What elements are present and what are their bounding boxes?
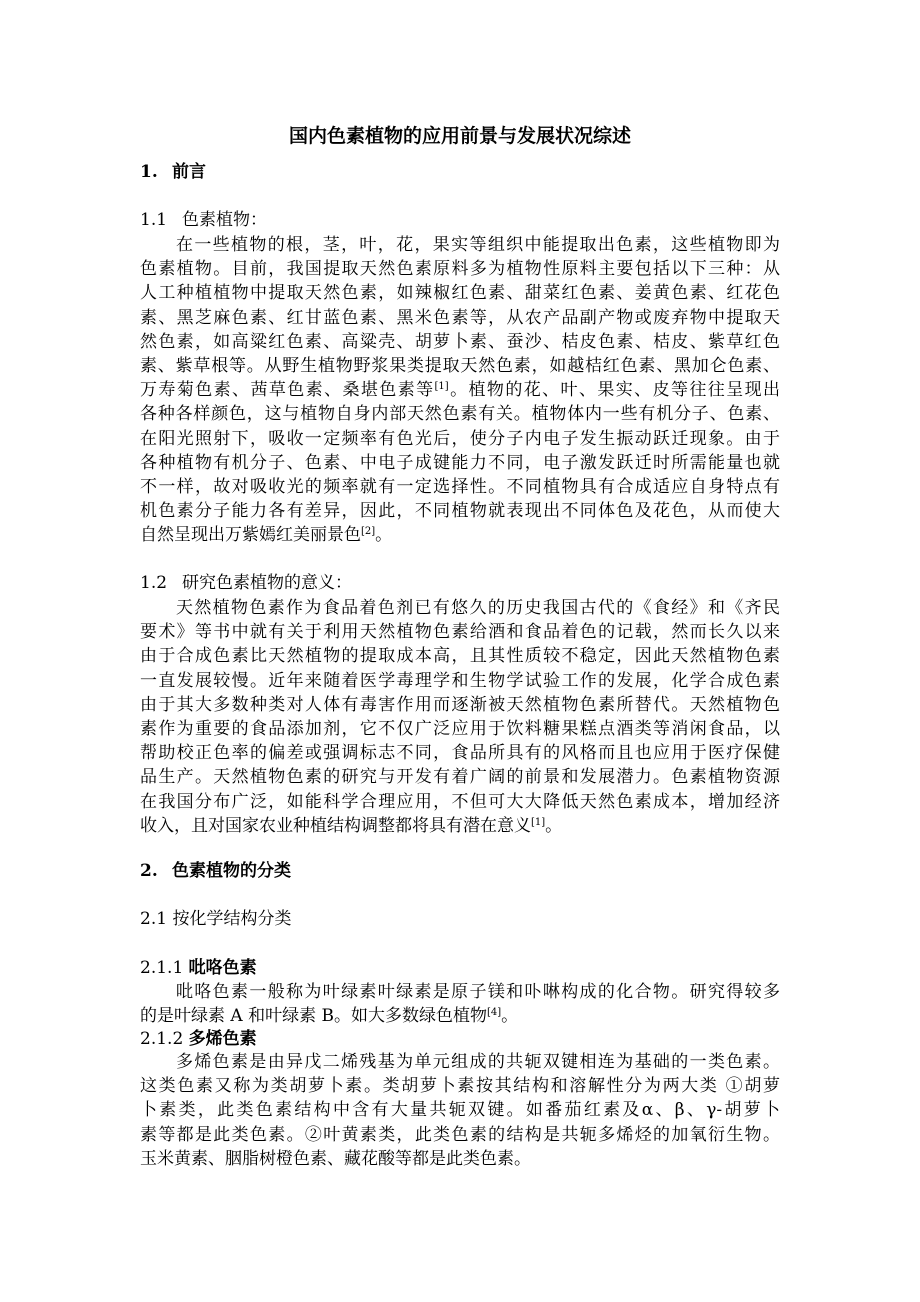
section-number: 1. xyxy=(140,162,158,182)
text-line: 品生产。天然植物色素的研究与开发有着广阔的前景和发展潜力。色素植物资源 xyxy=(140,767,780,788)
text-line: 由于其大多数种类对人体有毒害作用而逐渐被天然植物色素所替代。天然植物色 xyxy=(140,694,780,715)
section-1-2-heading xyxy=(140,570,352,596)
text-segment: 收入，且对国家农业种植结构调整都将具有潜在意义 xyxy=(140,815,531,836)
text-line: 素等都是此类色素。②叶黄素类，此类色素的结构是共轭多烯烃的加氧衍生物。 xyxy=(140,1124,780,1145)
section-number: 1.1 xyxy=(140,210,168,230)
text-line xyxy=(140,1004,780,1028)
text-line: 素、黑芝麻色素、红甘蓝色素、黑米色素等，从农产品副产物或废弃物中提取天 xyxy=(140,307,780,328)
text-line: 机色素分子能力各有差异，因此，不同植物就表现出不同体色及花色，从而使大 xyxy=(140,501,780,522)
text-segment: 的是叶绿素 A 和叶绿素 B。如大多数绿色植物 xyxy=(140,1006,487,1027)
section-number: 1.2 xyxy=(140,573,168,593)
text-line xyxy=(140,523,780,547)
text-line: 这类色素又称为类胡萝卜素。类胡萝卜素按其结构和溶解性分为两大类 ①胡萝 xyxy=(140,1076,780,1097)
text-segment: 。植物的花、叶、果实、皮等往往呈现出 xyxy=(448,380,781,401)
text-line: 要术》等书中就有关于利用天然植物色素给酒和食品着色的记载，然而长久以来 xyxy=(140,622,780,643)
text-line xyxy=(140,378,780,402)
text-segment: 万寿菊色素、茜草色素、桑堪色素等 xyxy=(140,380,435,401)
text-line: 帮助校正色率的偏差或强调标志不同，食品所具有的风格而且也应用于医疗保健 xyxy=(140,743,780,764)
section-title: 按化学结构分类 xyxy=(172,909,292,929)
text-line: 卜素类，此类色素结构中含有大量共轭双键。如番茄红素及α、β、γ-胡萝卜 xyxy=(140,1100,780,1121)
section-title: 吡咯色素 xyxy=(188,958,257,978)
section-title: 多烯色素 xyxy=(188,1029,257,1049)
citation-ref: [1] xyxy=(531,816,546,828)
section-title: 前言 xyxy=(172,162,206,182)
text-line: 一直发展较慢。近年来随着医学毒理学和生物学试验工作的发展，化学合成色素 xyxy=(140,670,780,691)
text-line xyxy=(140,814,780,838)
text-line: 多烯色素是由异戊二烯残基为单元组成的共轭双键相连为基础的一类色素。 xyxy=(176,1052,780,1072)
text-line: 素、紫草根等。从野生植物野浆果类提取天然色素，如越桔红色素、黑加仑色素、 xyxy=(140,355,780,376)
text-segment: 自然呈现出万紫嫣红美丽景色 xyxy=(140,525,361,546)
paragraph-2-1-2 xyxy=(140,1050,780,1171)
text-segment: 。 xyxy=(501,1006,519,1027)
text-segment: 。 xyxy=(545,815,563,836)
paragraph-2-1-1 xyxy=(140,980,780,1028)
citation-ref: [4] xyxy=(486,1007,502,1019)
text-line: 在我国分布广泛，如能科学合理应用，不但可大大降低天然色素成本，增加经济 xyxy=(140,791,780,812)
text-line: 各种植物有机分子、色素、中电子成键能力不同，电子激发跃迁时所需能量也就 xyxy=(140,452,780,473)
section-number: 2.1 xyxy=(140,909,168,929)
paragraph-1-1 xyxy=(140,233,780,547)
text-line: 人工种植植物中提取天然色素，如辣椒红色素、甜菜红色素、姜黄色素、红花色 xyxy=(140,283,780,304)
paragraph-1-2 xyxy=(140,596,780,838)
text-line: 然色素，如高粱红色素、高粱壳、胡萝卜素、蚕沙、桔皮色素、桔皮、紫草红色 xyxy=(140,331,780,352)
citation-ref: [2] xyxy=(361,526,376,538)
section-2-1-2-heading xyxy=(140,1026,257,1052)
section-2-heading xyxy=(140,858,291,884)
section-1-1-heading xyxy=(140,207,267,233)
text-line: 在一些植物的根，茎，叶，花，果实等组织中能提取出色素，这些植物即为 xyxy=(176,235,780,255)
text-line: 素作为重要的食品添加剂，它不仅广泛应用于饮料糖果糕点酒类等消闲食品，以 xyxy=(140,718,780,739)
section-2-1-1-heading xyxy=(140,955,257,981)
text-segment: 。 xyxy=(375,525,393,546)
text-line: 天然植物色素作为食品着色剂已有悠久的历史我国古代的《食经》和《齐民 xyxy=(176,598,780,618)
text-line: 玉米黄素、胭脂树橙色素、藏花酸等都是此类色素。 xyxy=(140,1148,531,1169)
text-line: 各种各样颜色，这与植物自身内部天然色素有关。植物体内一些有机分子、色素、 xyxy=(140,404,780,425)
text-line: 色素植物。目前，我国提取天然色素原料多为植物性原料主要包括以下三种：从 xyxy=(140,259,780,280)
section-title: 色素植物： xyxy=(182,210,267,230)
citation-ref: [1] xyxy=(434,381,449,393)
section-1-heading xyxy=(140,159,206,185)
text-line: 不一样，故对吸收光的频率就有一定选择性。不同植物具有合成适应自身特点有 xyxy=(140,476,780,497)
section-2-1-heading xyxy=(140,906,291,932)
document-title: 国内色素植物的应用前景与发展状况综述 xyxy=(288,125,631,147)
section-title: 色素植物的分类 xyxy=(172,861,291,881)
section-number: 2.1.2 xyxy=(140,1029,184,1049)
text-line: 由于合成色素比天然植物的提取成本高，且其性质较不稳定，因此天然植物色素 xyxy=(140,646,780,667)
text-line: 吡咯色素一般称为叶绿素叶绿素是原子镁和卟啉构成的化合物。研究得较多 xyxy=(176,982,780,1002)
section-title: 研究色素植物的意义： xyxy=(182,573,352,593)
section-number: 2. xyxy=(140,861,158,881)
section-number: 2.1.1 xyxy=(140,958,184,978)
text-line: 在阳光照射下，吸收一定频率有色光后，使分子内电子发生振动跃迁现象。由于 xyxy=(140,428,780,449)
